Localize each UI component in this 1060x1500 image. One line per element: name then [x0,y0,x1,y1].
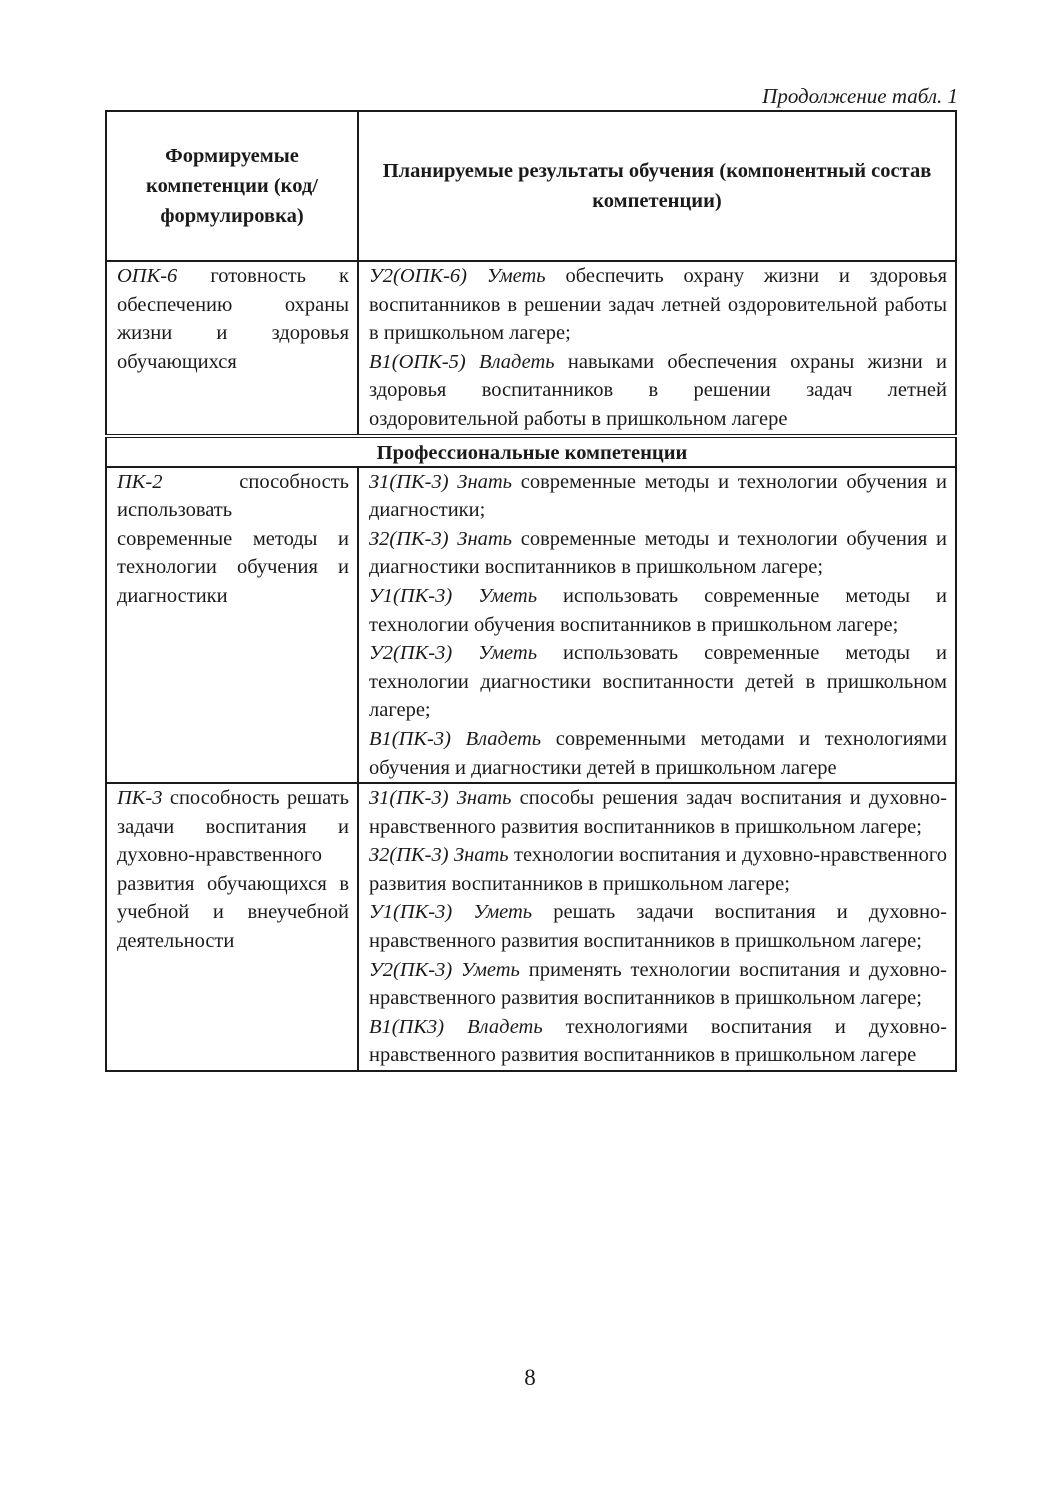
competencies-table [105,110,957,1072]
competence-cell-opk6 [106,261,358,436]
section-title: Профессиональные компетенции [106,436,956,467]
result-verb: Владеть [467,1015,543,1038]
competence-code: ПК-3 [117,787,163,810]
result-code: У1(ПК-3) [369,584,453,607]
result-text: использовать современные методы и технологии обучения воспитанников в пришкольном лагере; [369,584,947,636]
result-code: В1(ПК3) [369,1015,445,1038]
table-row-opk6 [106,261,956,436]
result-text: решать задачи воспитания и духовно-нравственного развития воспитанников в пришкольном лагере; [369,901,947,953]
result-item [369,898,947,955]
result-verb: Уметь [486,265,546,287]
header-competencies: Формируемые компетенции (код/формулировка) [106,111,358,261]
result-item [369,348,947,434]
result-item [369,468,947,525]
competence-text: готовность к обеспечению охраны жизни и здоровья обучающихся [117,265,349,373]
result-item [369,639,947,725]
result-item [369,525,947,582]
result-item [369,784,947,841]
table-row-pk2 [106,467,956,784]
table-continuation-label: Продолжение табл. 1 [762,84,958,108]
result-verb: Уметь [478,642,538,665]
result-code: У1(ПК-3) [369,901,453,924]
result-verb: Знать [457,470,513,493]
result-item [369,262,947,348]
result-text: навыками обеспечения охраны жизни и здоровья воспитанников в решении задач летней оздоровительной работы в пришкольном лагере [369,350,948,430]
results-cell-pk2 [358,467,956,784]
result-verb: Владеть [465,727,542,750]
result-text: применять технологии воспитания и духовно-нравственного развития воспитанников в пришкольном лагере; [369,958,947,1010]
result-text: обеспечить охрану жизни и здоровья воспитанников в решении задач летней оздоровительной работы в пришкольном лагере; [369,265,947,345]
result-verb: Уметь [461,958,520,981]
result-item [369,1013,947,1070]
competence-text: способность решать задачи воспитания и духовно-нравственного развития обучающихся в учебной и внеучебной деятельности [117,787,349,953]
header-learning-results: Планируемые результаты обучения (компонентный состав компетенции) [358,111,956,261]
result-verb: Владеть [479,350,555,373]
result-text: использовать современные методы и технологии диагностики воспитанности детей в пришкольном лагере; [369,642,947,722]
result-verb: Знать [457,527,513,550]
competence-code: ОПК-6 [117,265,178,287]
result-code: З2(ПК-3) [369,527,449,550]
result-code: З1(ПК-3) [369,470,449,493]
result-text: современные методы и технологии обучения и диагностики; [369,470,947,522]
result-item [369,956,947,1013]
competence-cell-pk2 [106,467,358,784]
result-item [369,582,947,639]
result-text: технологиями воспитания и духовно-нравственного развития воспитанников в пришкольном лагере [369,1015,948,1067]
result-code: У2(ПК-3) [369,642,453,665]
results-cell-pk3 [358,783,956,1071]
result-verb: Знать [456,787,512,810]
table-row-pk3 [106,783,956,1071]
page-number: 8 [524,1365,536,1390]
competence-text: способность использовать современные методы и технологии обучения и диагностики [117,470,349,607]
section-row [106,436,956,467]
result-text: современными методами и технологиями обучения и диагностики детей в пришкольном лагере [369,727,947,779]
result-verb: Уметь [478,584,538,607]
results-cell-opk6 [358,261,956,436]
competence-cell-pk3 [106,783,358,1071]
result-code: З2(ПК-3) [369,844,449,867]
result-code: В1(ПК-3) [369,727,451,750]
result-text: технологии воспитания и духовно-нравственного развития воспитанников в пришкольном лагере; [369,844,947,895]
result-text: способы решения задач воспитания и духовно-нравственного развития воспитанников в пришкольном лагере; [369,787,947,838]
result-code: В1(ОПК-5) [369,350,466,373]
competence-code: ПК-2 [117,470,163,493]
table-header-row [106,111,956,261]
result-text: современные методы и технологии обучения и диагностики воспитанников в пришкольном лагере; [369,527,947,579]
result-code: З1(ПК-3) [369,787,449,810]
result-item [369,725,947,782]
result-item [369,841,947,898]
result-verb: Уметь [473,901,533,924]
result-code: У2(ПК-3) [369,958,453,981]
result-code: У2(ОПК-6) [369,265,467,287]
result-verb: Знать [453,844,509,867]
